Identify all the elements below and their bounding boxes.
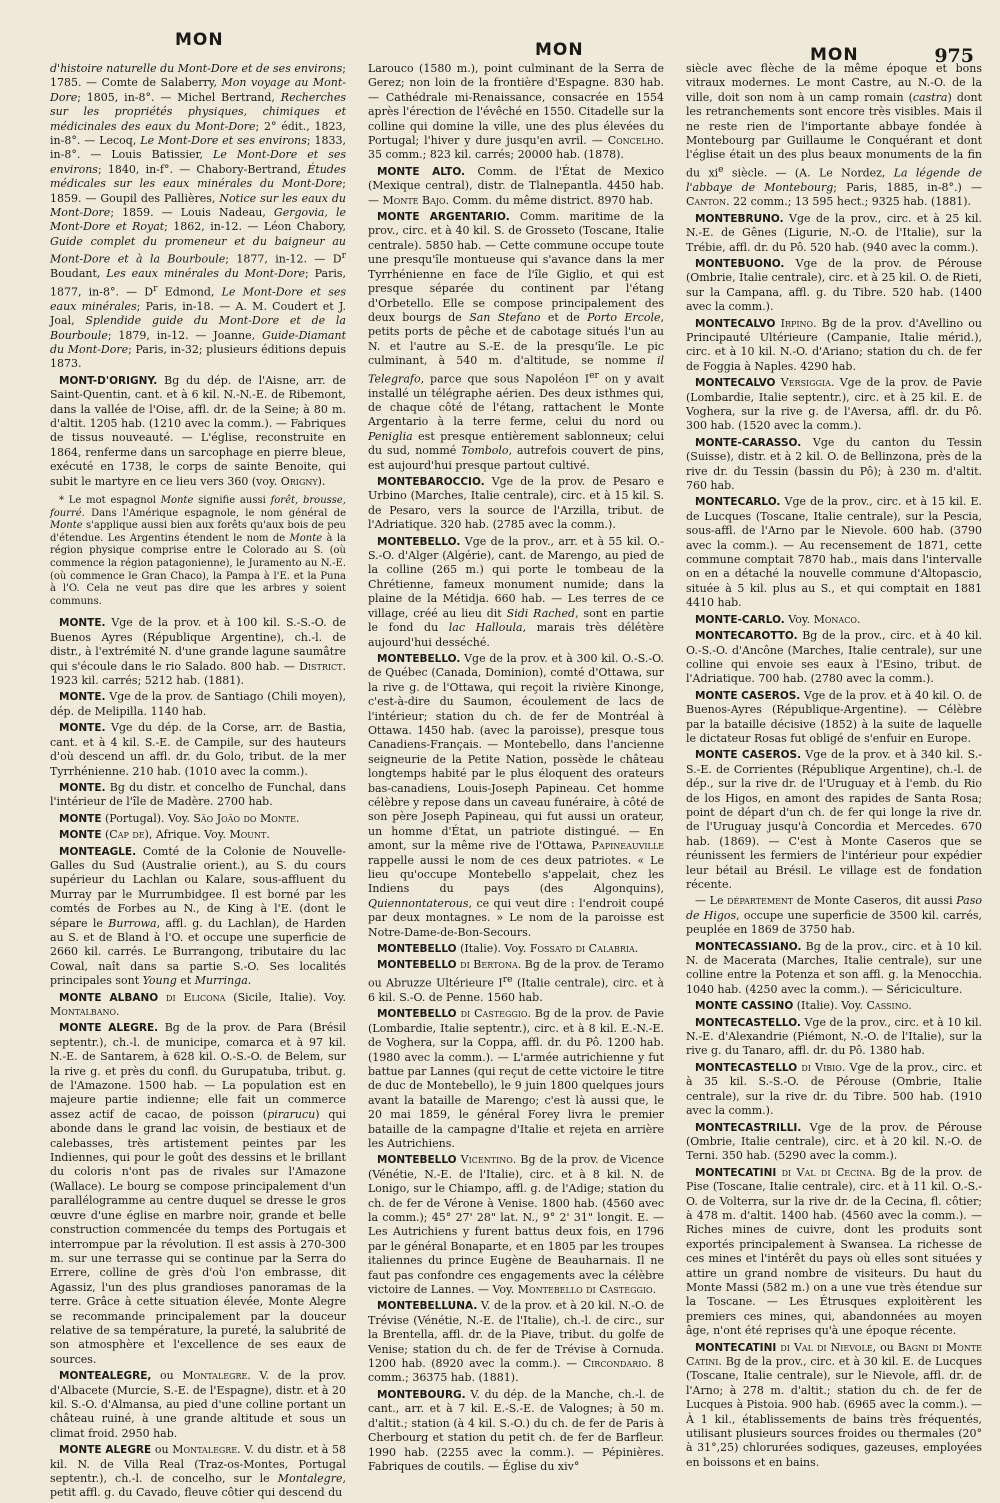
- column-left: [50, 62, 346, 1503]
- dictionary-entry: MONTEAGLE. Comté de la Colonie de Nouvelle-Galles du Sud (Australie orient.), au S. du cours supérieur du Lachlan ou Kalare, sous-affluent du Murray par le Murrumbidgee. Il est borné par les comtés de Forbes au N., de King à l'E. (dont le sépare le Burrowa, affl. g. du Lachlan), de Harden au S. et de Bland à l'O. et occupe une superficie de 2660 kil. carrés. Le Burrangong, tributaire du lac Cowal, naît dans sa partie S.-O. Ses localités principales sont Young et Murringa.: [50, 844, 346, 988]
- header-guide-word-right: MON: [810, 45, 859, 65]
- dictionary-entry: MONTE. Vge de la prov. et à 100 kil. S.-S.-O. de Buenos Ayres (République Argentine), ch.-l. de distr., à l'extrémité N. d'une grande lagune saumâtre qui s'écoule dans le rio Salado. 800 hab. — District. 1923 kil. carrés; 5212 hab. (1881).: [50, 616, 346, 688]
- dictionary-entry: MONTECALVO Irpino. Bg de la prov. d'Avellino ou Principauté Ultérieure (Campanie, Italie mérid.), circ. et à 10 kil. N.-O. d'Ariano; station du ch. de fer de Foggia à Naples. 4290 hab.: [686, 316, 983, 373]
- column-middle: [368, 62, 664, 1503]
- dictionary-entry: MONTE CASEROS. Vge de la prov. et à 40 kil. O. de Buenos-Ayres (République-Argentine). — Célèbre par la bataille décisive (1852) à la suite de laquelle le dictateur Rosas fut obligé de s'enfuir en Europe.: [686, 688, 982, 745]
- dictionary-entry: MONTE CASSINO (Italie). Voy. Cassino.: [695, 999, 912, 1013]
- dictionary-entry: MONTEBUONO. Vge de la prov. de Pérouse (Ombrie, Italie centrale), circ. et à 25 kil. O. de Rieti, sur la Campana, affl. g. du Tibre. 520 hab. (1400 avec la comm.).: [686, 256, 982, 314]
- dictionary-entry: MONTE ARGENTARIO. Comm. maritime de la prov., circ. et à 40 kil. S. de Grosseto (Toscane, Italie centrale). 5850 hab. — Cette commune occupe toute une presqu'île montueuse qui s'avance dans la mer Tyrrhénienne en face de l'île Giglio, et qui est presque séparée du continent par l'étang d'Orbetello. Elle se compose principalement des deux bourgs de San Stefano et de Porto Ercole, petits ports de pêche et de cabotage situés l'un au N. et l'autre au S.-E. de la presqu'île. Le pic culminant, à 540 m. d'altitude, se nomme il Telegrafo, parce que sous Napoléon Ier on y avait installé un télégraphe aérien. Des deux isthmes qui, de chaque côté de l'étang, rattachent le Monte Argentario à la terre ferme, celui du nord ou Peniglia est presque entièrement sablonneux; celui du sud, nommé Tombolo, autrefois couvert de pins, est aujourd'hui presque partout cultivé.: [368, 210, 665, 472]
- header-guide-word-left: MON: [175, 30, 224, 50]
- dictionary-entry: siècle avec flèche de la même époque et bons vitraux modernes. Le mont Castre, au N.-O. de la ville, doit son nom à un camp romain (castra) dont les retranchements sont encore très visibles. Mais il ne reste rien de l'importante abbaye fondée à Montebourg par Guillaume le Conquérant et dont l'église était un des plus beaux monuments de la fin du $xi^e$ siècle. — (A. Le Nordez, La légende de l'abbaye de Montebourg; Paris, 1885, in-8°.) — Canton. 22 comm.; 13 595 hect.; 9325 hab. (1881).: [686, 62, 982, 209]
- dictionary-entry: MONTEBELLO di Casteggio. Bg de la prov. de Pavie (Lombardie, Italie septentr.), circ. et à 8 kil. E.-N.-E. de Voghera, sur la Coppa, affl. dr. du Pô. 1200 hab. (1980 avec la comm.). — L'armée autrichienne y fut battue par Lannes (qui reçut de cette victoire le titre de duc de Montebello), le 9 juin 1800 quelques jours avant la bataille de Marengo; c'est là aussi que, le 20 mai 1859, le général Forey livra le premier bataille de la campagne d'Italie et rejeta en arrière les Autrichiens.: [368, 1007, 664, 1150]
- dictionary-entry: MONTE ALEGRE ou Montalegre. V. du distr. et à 58 kil. N. de Villa Real (Traz-os-Montes, Portugal septentr.), ch.-l. de concelho, sur le Montalegre, petit affl. g. du Cavado, fleuve côtier qui descend du: [50, 1443, 347, 1500]
- dictionary-entry: MONTECASTRILLI. Vge de la prov. de Pérouse (Ombrie, Italie centrale), circ. et à 20 kil. N.-O. de Terni. 350 hab. (5290 avec la comm.).: [686, 1120, 982, 1163]
- dictionary-entry: MONTECALVO Versiggia. Vge de la prov. de Pavie (Lombardie, Italie septentr.), circ. et à 25 kil. E. de Voghera, sur la rive g. de l'Aversa, affl. dr. du Pô. 300 hab. (1520 avec la comm.).: [686, 376, 982, 433]
- dictionary-entry: MONTECARLO. Vge de la prov., circ. et à 15 kil. E. de Lucques (Toscane, Italie centrale), sur la Pescia, sous-affl. de l'Arno par le Nievole. 600 hab. (3790 avec la comm.). — Au recensement de 1871, cette commune comptait 7870 hab., mais dans l'intervalle on en a détaché la nouvelle commune d'Altopascio, située à 5 kil. plus au S., et qui comptait en 1881 4410 hab.: [686, 495, 982, 610]
- dictionary-entry: MONTE. Vge du dép. de la Corse, arr. de Bastia, cant. et à 4 kil. S.-E. de Campile, sur des hauteurs d'où descend un affl. dr. du Golo, tribut. de la mer Tyrrhénienne. 210 hab. (1010 avec la comm.).: [50, 721, 346, 778]
- dictionary-entry: MONTE (Cap de), Afrique. Voy. Mount.: [59, 828, 270, 842]
- dictionary-entry: MONTEBELLO Vicentino. Bg de la prov. de Vicence (Vénétie, N.-E. de l'Italie), circ. et à 8 kil. N. de Lonigo, sur le Chiampo, affl. g. de l'Adige; station du ch. de fer de Vérone à Venise. 1800 hab. (4560 avec la comm.); 45° 27' 28" lat. N., 9° 2' 31" longit. E. — Les Autrichiens y furent battus deux fois, en 1796 par le général Bonaparte, et en 1805 par les troupes italiennes du prince Eugène de Beauharnais. Il ne faut pas confondre ces engagements avec la célèbre victoire de Lannes. — Voy. Montebello di Casteggio.: [368, 1153, 664, 1297]
- dictionary-entry: MONTECATINI di Val di Cecina. Bg de la prov. de Pise (Toscane, Italie centrale), circ. et à 11 kil. O.-S.-O. de Volterra, sur la rive dr. de la Cecina, fl. côtier; à 478 m. d'altit. 1400 hab. (4560 avec la comm.). — Riches mines de cuivre, dont les produits sont exportés principalement à Swansea. La richesse de ces mines et l'intérêt du pays où elles sont situées y attire un grand nombre de visiteurs. Du haut du Monte Massi (582 m.) on a une vue très étendue sur la Toscane. — Les Étrusques exploitèrent les premiers ces mines, qui, abandonnées au moyen âge, n'ont été reprises qu'à une époque récente.: [686, 1165, 982, 1338]
- dictionary-entry: — Le département de Monte Caseros, dit aussi Paso de Higos, occupe une superficie de 3500 kil. carrés, peuplée en 1869 de 3750 hab.: [686, 894, 982, 937]
- running-header: [50, 0, 980, 67]
- dictionary-entry: MONTE-CARLO. Voy. Monaco.: [695, 612, 861, 626]
- dictionary-entry: MONTEALEGRE, ou Montalegre. V. de la prov. d'Albacete (Murcie, S.-E. de l'Espagne), distr. et à 20 kil. S.-O. d'Almansa, au pied d'une colline portant un château ruiné, à une grande altitude et sous un climat froid. 2950 hab.: [50, 1369, 346, 1440]
- dictionary-entry: MONTEBELLO. Vge de la prov., arr. et à 55 kil. O.-S.-O. d'Alger (Algérie), cant. de Marengo, au pied de la colline (265 m.) qui porte le tombeau de la Chrétienne, fameux monument numide; dans la plaine de la Métidja. 660 hab. — Les terres de ce village, créé au lieu dit Sidi Rached, sont en partie le fond du lac Halloula, marais très délétère aujourd'hui desséché.: [368, 534, 664, 649]
- text-columns: [50, 62, 983, 1503]
- footnote-paragraph: * Le mot espagnol Monte signifie aussi forêt, brousse, fourré. Dans l'Amérique espagnole, le nom général de Monte s'applique aussi bien aux forêts qu'aux bois de peu d'étendue. Les Argentins étendent le nom de Monte à la région physique comprise entre le Colorado au S. (où commence la région patagonienne), le Juramento au N.-E. (où commence le Gran Chaco), la Pampa à l'E. et la Puna à l'O. Cela ne veut pas dire que les arbres y soient communs.: [50, 495, 346, 607]
- dictionary-entry: MONTEBELLO di Bertona. Bg de la prov. de Teramo ou Abruzze Ultérieure Ire (Italie centrale), circ. et à 6 kil. S.-O. de Penne. 1560 hab.: [368, 958, 664, 1004]
- dictionary-entry: MONTEBELLO. Vge de la prov. et à 300 kil. O.-S.-O. de Québec (Canada, Dominion), comté d'Ottawa, sur la rive g. de l'Ottawa, qui reçoit la rivière Kinonge, c'est-à-dire du Saumon, écoulement de lacs de l'intérieur; station du ch. de fer de Montréal à Ottawa. 1450 hab. (avec la paroisse), presque tous Canadiens-Français. — Montebello, dans l'ancienne seigneurie de la Petite Nation, possède le château longtemps habité par le plus éloquent des orateurs bas-canadiens, Louis-Joseph Papineau. Cet homme célèbre y repose dans un caveau funéraire, à côté de son père Joseph Papineau, qui fut aussi un orateur, un homme d'État, un patriote distingué. — En amont, sur la même rive de l'Ottawa, Papineauville rappelle aussi le nom de ces deux patriotes. « Le lieu qu'occupe Montebello s'appelait, chez les Indiens du pays (des Algonquins), Quiennontaterous, ce qui veut dire : l'endroit coupé par deux montagnes. » Le nom de la paroisse est Notre-Dame-de-Bon-Secours.: [368, 651, 664, 939]
- dictionary-entry: MONTECASTELLO di Vibio. Vge de la prov., circ. et à 35 kil. S.-S.-O. de Pérouse (Ombrie, Italie centrale), sur la rive dr. du Tibre. 500 hab. (1910 avec la comm.).: [686, 1060, 983, 1118]
- dictionary-entry: MONTEBELLUNA. V. de la prov. et à 20 kil. N.-O. de Trévise (Vénétie, N.-E. de l'Italie), ch.-l. de circ., sur la Brentella, affl. dr. de la Piave, tribut. du golfe de Venise; station du ch. de fer de Trévise à Cornuda. 1200 hab. (8920 avec la comm.). — Circondario. 8 comm.; 36375 hab. (1881).: [368, 1299, 664, 1385]
- dictionary-entry: MONTECAROTTO. Bg de la prov., circ. et à 40 kil. O.-S.-O. d'Ancône (Marches, Italie centrale), sur une colline qui envoie ses eaux à l'Esino, tribut. de l'Adriatique. 700 hab. (2780 avec la comm.).: [686, 629, 982, 686]
- dictionary-entry: d'histoire naturelle du Mont-Dore et de ses environs; 1785. — Comte de Salaberry, Mon voyage au Mont-Dore; 1805, in-8°. — Michel Bertrand, Recherches sur les propriétés physiques, chimiques et médicinales des eaux du Mont-Dore; 2° édit., 1823, in-8°. — Lecoq, Le Mont-Dore et ses environs; 1833, in-8°. — Louis Batissier, Le Mont-Dore et ses environs; 1840, in-f°. — Chabory-Bertrand, Études médicales sur les eaux minérales du Mont-Dore; 1859. — Goupil des Pallières, Notice sur les eaux du Mont-Dore; 1859. — Louis Nadeau, Gergovia, le Mont-Dore et Royat; 1862, in-12. — Léon Chabory, Guide complet du promeneur et du baigneur au Mont-Dore et à la Bourboule; 1877, in-12. — $D^r$ Boudant, Les eaux minérales du Mont-Dore; Paris, 1877, in-8°. — $D^r$ Edmond, Le Mont-Dore et ses eaux minérales; Paris, in-18. — A. M. Coudert et J. Joal, Splendide guide du Mont-Dore et de la Bourboule; 1879, in-12. — Joanne, Guide-Diamant du Mont-Dore; Paris, in-32; plusieurs éditions depuis 1873.: [50, 62, 347, 371]
- dictionary-entry: MONTE ALTO. Comm. de l'État de Mexico (Mexique central), distr. de Tlalnepantla. 4450 hab. — Monte Bajo. Comm. du même district. 8970 hab.: [368, 164, 665, 207]
- dictionary-entry: MONTE (Portugal). Voy. São João do Monte.: [59, 811, 300, 825]
- dictionary-entry: MONTECASSIANO. Bg de la prov., circ. et à 10 kil. N. de Macerata (Marches, Italie centrale), sur une colline entre la Potenza et son affl. g. la Menocchia. 1040 hab. (4250 avec la comm.). — Sériciculture.: [686, 939, 982, 996]
- dictionary-entry: MONT-D'ORIGNY. Bg du dép. de l'Aisne, arr. de Saint-Quentin, cant. et à 6 kil. N.-N.-E. de Ribemont, dans la vallée de l'Oise, affl. dr. de la Seine; à 80 m. d'altit. 1205 hab. (1210 avec la comm.). — Fabriques de tissus nouveauté. — L'église, reconstruite en 1864, renferme dans un sarcophage en pierre bleue, exécuté en 1738, le corps de sainte Benoite, qui subit le martyre en ce lieu vers 360 (voy. Origny).: [50, 373, 346, 488]
- dictionary-entry: MONTE. Vge de la prov. de Santiago (Chili moyen), dép. de Melipilla. 1140 hab.: [50, 690, 346, 718]
- dictionary-entry: MONTE ALBANO di Elicona (Sicile, Italie). Voy. Montalbano.: [50, 990, 346, 1018]
- dictionary-entry: MONTE. Bg du distr. et concelho de Funchal, dans l'intérieur de l'île de Madère. 2700 hab.: [50, 780, 346, 809]
- dictionary-entry: MONTEBOURG. V. du dép. de la Manche, ch.-l. de cant., arr. et à 7 kil. E.-S.-E. de Valognes; à 50 m. d'altit.; station (à 4 kil. S.-O.) du ch. de fer de Paris à Cherbourg et station du petit ch. de fer de Barfleur. 1990 hab. (2255 avec la comm.). — Pépinières. Fabriques de coutils. — Église du xiv°: [368, 1387, 664, 1473]
- dictionary-entry: MONTEBAROCCIO. Vge de la prov. de Pesaro e Urbino (Marches, Italie centrale), circ. et à 15 kil. S. de Pesaro, vers la source de l'Arzilla, tribut. de l'Adriatique. 320 hab. (2785 avec la comm.).: [368, 475, 664, 532]
- dictionary-entry: MONTE-CARASSO. Vge du canton du Tessin (Suisse), distr. et à 2 kil. O. de Bellinzona, près de la rive dr. du Tessin (bassin du Pô); à 230 m. d'altit. 760 hab.: [686, 435, 982, 493]
- dictionary-entry: MONTEBELLO (Italie). Voy. Fossato di Calabria.: [377, 942, 639, 956]
- header-guide-word-center: MON: [535, 40, 584, 60]
- dictionary-entry: MONTE ALEGRE. Bg de la prov. de Para (Brésil septentr.), ch.-l. de municipe, comarca et à 97 kil. N.-E. de Santarem, à 628 kil. O.-S.-O. de Belem, sur la rive g. et près du confl. du Gurupatuba, tribut. g. de l'Amazone. 1500 hab. — La population est en majeure partie indienne; elle fait un commerce assez actif de cacao, de poisson (pirarucu) qui abonde dans le grand lac voisin, de bestiaux et de calebasses, très artistement peintes par les Indiennes, qui pour le goût des dessins et le brillant du coloris n'ont pas de rivales sur l'Amazone (Wallace). Le bourg se compose principalement d'un parallélogramme au centre duquel se dresse le gros œuvre d'une église en marbre noir, grande et belle construction commencée du temps des Portugais et interrompue par la révolution. Il est assis à 270-300 m. sur une terrasse qui se continue par la Serra do Errere, colline de grès d'où l'on embrasse, dit Agassiz, l'un des plus grandioses panoramas de la terre. Grâce à cette situation élevée, Monte Alegre se recommande principalement par la douceur relative de sa température, la pureté, la salubrité de son atmosphère et l'excellence de ses eaux de sources.: [50, 1021, 346, 1366]
- dictionary-entry: MONTECASTELLO. Vge de la prov., circ. et à 10 kil. N.-E. d'Alexandrie (Piémont, N.-O. de l'Italie), sur la rive g. du Tanaro, affl. dr. du Pô. 1380 hab.: [686, 1015, 982, 1058]
- dictionary-entry: MONTEBRUNO. Vge de la prov., circ. et à 25 kil. N.-E. de Gênes (Ligurie, N.-O. de l'Italie), sur la Trébie, affl. dr. du Pô. 520 hab. (940 avec la comm.).: [686, 211, 982, 254]
- dictionary-entry: MONTE CASEROS. Vge de la prov. et à 340 kil. S.-S.-E. de Corrientes (République Argentine), ch.-l. de dép., sur la rive dr. de l'Uruguay et à l'emb. du Rio de los Higos, en amont des rapides de Santa Rosa; point de départ d'un ch. de fer qui longe la rive dr. de l'Uruguay jusqu'à Concordia et Mercedes. 670 hab. (1869). — C'est à Monte Caseros que se réunissent les fermiers de l'intérieur pour expédier leur bétail au Brésil. Le village est de fondation récente.: [686, 748, 982, 891]
- column-right: [686, 62, 982, 1503]
- dictionary-entry: Larouco (1580 m.), point culminant de la Serra de Gerez; non loin de la frontière d'Espagne. 830 hab. — Cathédrale mi-Renaissance, consacrée en 1554 après l'érection de l'évêché en 1550. Citadelle sur la colline qui domine la ville, une des plus élevées du Portugal; l'hiver y dure jusqu'en avril. — Concelho. 35 comm.; 823 kil. carrés; 20000 hab. (1878).: [368, 62, 664, 162]
- page-number: 975: [934, 45, 974, 67]
- dictionary-entry: MONTECATINI di Val di Nievole, ou Bagni di Monte Catini. Bg de la prov., circ. et à 30 kil. E. de Lucques (Toscane, Italie centrale), sur le Nievole, affl. dr. de l'Arno; à 278 m. d'altit.; station du ch. de fer de Lucques à Pistoia. 900 hab. (6965 avec la comm.). — À 1 kil., établissements de bains très fréquentés, utilisant plusieurs sources froides ou thermales (20° à 31°,25) chlorurées sodiques, gazeuses, employées en boissons et en bains.: [686, 1340, 982, 1469]
